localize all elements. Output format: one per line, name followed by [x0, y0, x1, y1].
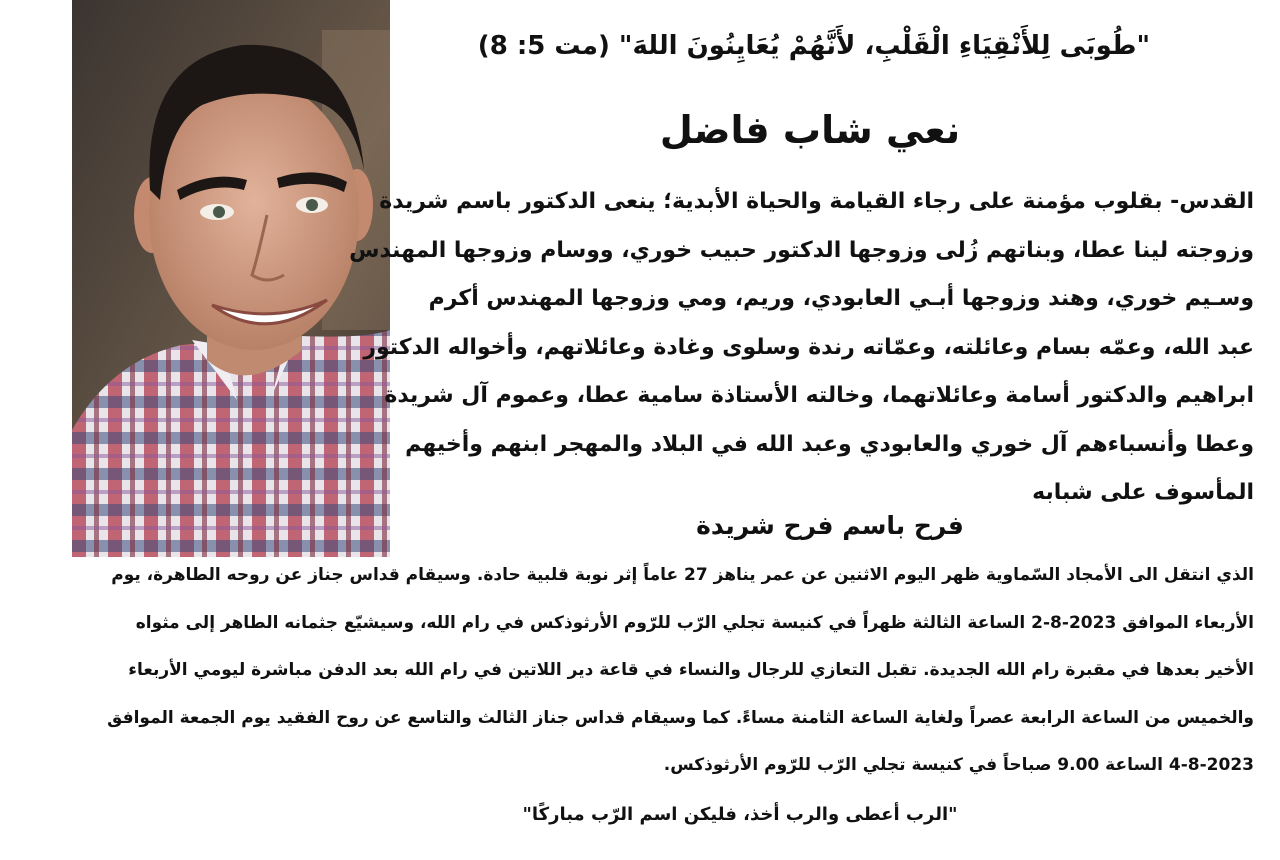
- details-line: 4-8-2023 الساعة 9.00 صباحاً في كنيسة تجلي الرّب للرّوم الأرثوذكس.: [663, 755, 1254, 775]
- details-line: الأربعاء الموافق 2023-8-2 الساعة الثالثة ظهراً في كنيسة تجلي الرّب للرّوم الأرثوذكس في رام الله، وسيشيّع جثمانه الطاهر إلى مثواه: [135, 612, 1254, 633]
- deceased-photo: [72, 0, 390, 557]
- page-title: نعي شاب فاضل: [659, 108, 961, 152]
- intro-line: وزوجته لينا عطا، وبناتهم زُلى وزوجها الدكتور حبيب خوري، ووسام وزوجها المهندس: [349, 237, 1254, 263]
- details-line: والخميس من الساعة الرابعة عصراً ولغاية الساعة الثامنة مساءً. كما وسيقام قداس جناز الثالث والتاسع عن روح الفقيد يوم الجمعة الموافق: [107, 707, 1254, 728]
- intro-line: القدس- بقلوب مؤمنة على رجاء القيامة والحياة الأبدية؛ ينعى الدكتور باسم شريدة: [379, 189, 1254, 214]
- details-line: الأخير بعدها في مقبرة رام الله الجديدة. تقبل التعازي للرجال والنساء في قاعة دير اللاتين في رام الله بعد الدفن مباشرة ليومي الأربعاء: [128, 660, 1254, 680]
- details-line: الذي انتقل الى الأمجاد السّماوية ظهر اليوم الاثنين عن عمر يناهز 27 عاماً إثر نوبة قلبية حادة. وسيقام قداس جناز عن روحه الطاهرة، يوم: [111, 565, 1254, 585]
- intro-line: المأسوف على شبابه: [1032, 480, 1254, 505]
- intro-line: وعطا وأنسباءهم آل خوري والعابودي وعبد الله في البلاد والمهجر ابنهم وأخيهم: [405, 431, 1254, 457]
- deceased-name: فرح باسم فرح شريدة: [696, 511, 964, 540]
- intro-line: ابراهيم والدكتور أسامة وعائلاتهما، وخالته الأستاذة سامية عطا، وعموم آل شريدة: [384, 383, 1254, 408]
- obituary-intro: [349, 178, 1254, 518]
- bible-verse: "طُوبَى لِلأَنْقِيَاءِ الْقَلْبِ، لأَنَّهُمْ يُعَايِنُونَ اللهَ" (مت 5: 8): [477, 31, 1150, 61]
- funeral-details: [14, 552, 1254, 790]
- intro-line: وسـيم خوري، وهند وزوجها أبـي العابودي، وريم، ومي وزوجها المهندس أكرم: [428, 286, 1254, 311]
- intro-line: عبد الله، وعمّه بسام وعائلته، وعمّاته رندة وسلوى وغادة وعائلاتهم، وأخواله الدكتور: [363, 334, 1254, 360]
- closing-verse: "الرب أعطى والرب أخذ، فليكن اسم الرّب مباركًا": [522, 804, 958, 825]
- portrait-illustration: [72, 0, 390, 557]
